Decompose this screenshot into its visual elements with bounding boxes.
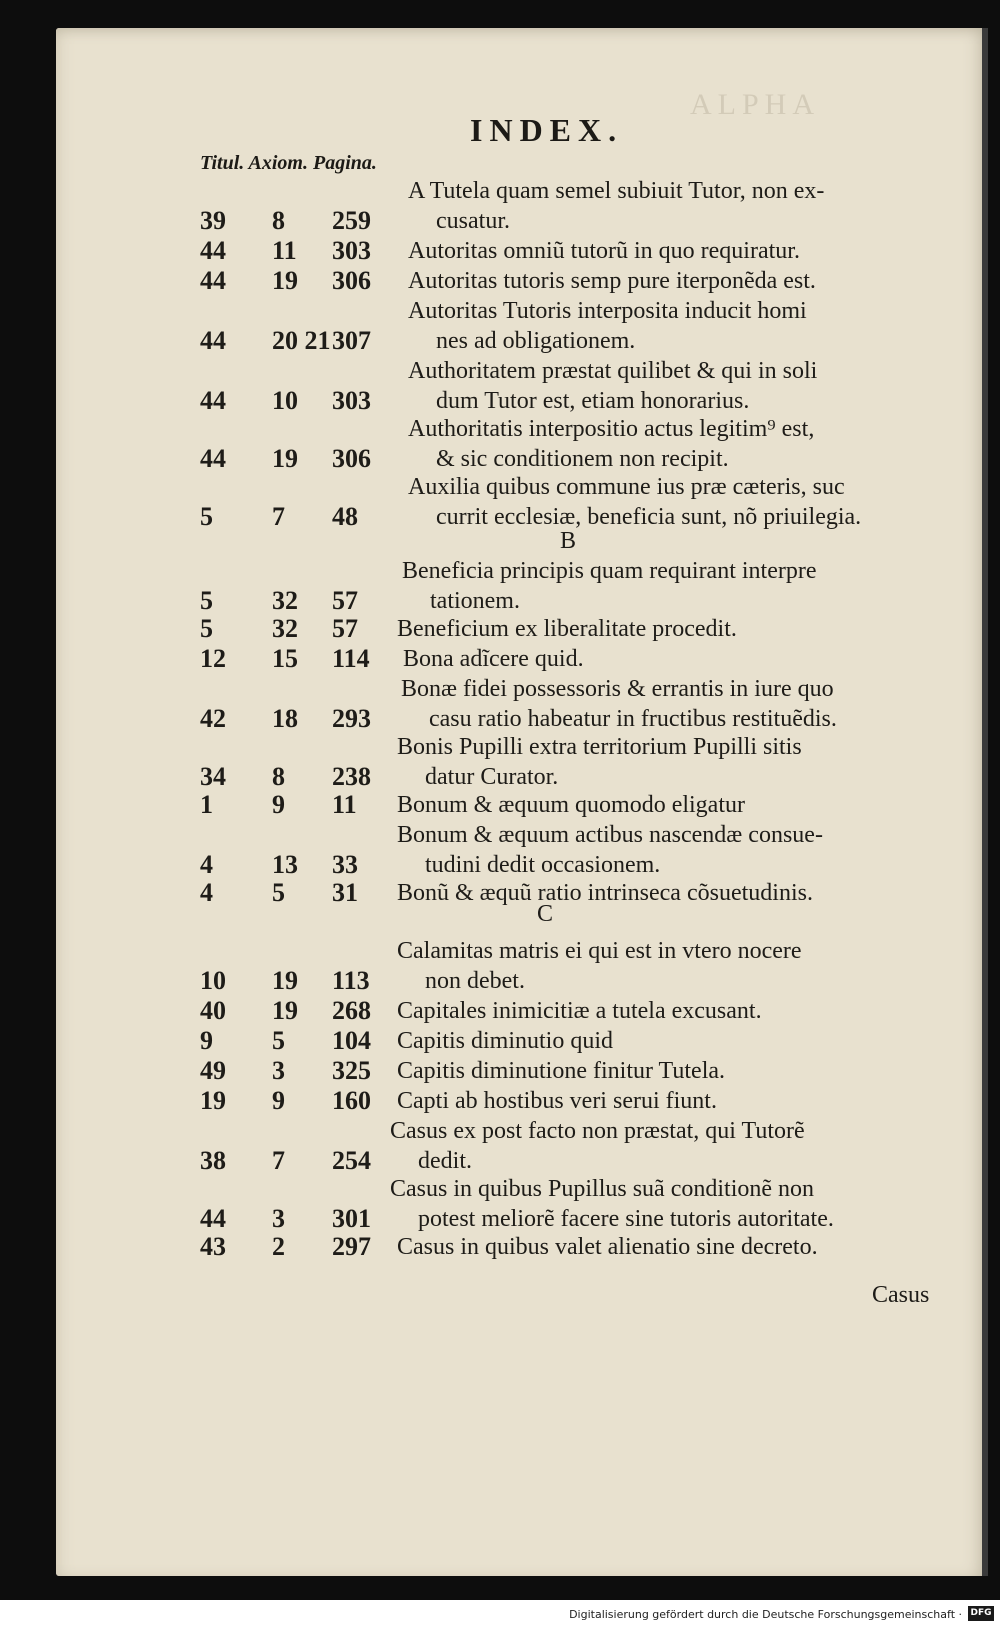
entry-titulus: 4	[200, 878, 213, 907]
catchword: Casus	[872, 1282, 930, 1308]
entry-axioma: 9	[272, 1086, 285, 1115]
entry-text-continuation: dum Tutor est, etiam honorarius.	[436, 388, 750, 414]
entry-pagina: 31	[332, 878, 358, 907]
entry-text-continuation: non debet.	[425, 968, 525, 994]
entry-pagina: 259	[332, 206, 371, 235]
entry-titulus: 12	[200, 644, 226, 673]
column-headings: Titul. Axiom. Pagina.	[200, 152, 377, 174]
entry-titulus: 42	[200, 704, 226, 733]
entry-titulus: 5	[200, 502, 213, 531]
entry-axioma: 18	[272, 704, 298, 733]
entry-titulus: 10	[200, 966, 226, 995]
entry-text-continuation: tationem.	[430, 588, 520, 614]
entry-text: Autoritas omniũ tutorũ in quo requiratur.	[408, 238, 800, 264]
section-letter-b: B	[560, 528, 577, 554]
book-spine-edge	[982, 28, 988, 1576]
entry-text: Beneficium ex liberalitate procedit.	[397, 616, 737, 642]
entry-text: Bonum & æquum quomodo eligatur	[397, 792, 745, 818]
entry-text: Capti ab hostibus veri serui fiunt.	[397, 1088, 717, 1114]
entry-text: Capitis diminutio quid	[397, 1028, 614, 1054]
entry-text: Casus in quibus valet alienatio sine decreto.	[397, 1234, 818, 1260]
entry-axioma: 15	[272, 644, 298, 673]
entry-text: Bona adĩcere quid.	[403, 646, 584, 672]
entry-pagina: 297	[332, 1232, 371, 1261]
entry-text: Bonum & æquum actibus nascendæ consue-	[397, 822, 823, 848]
entry-axioma: 19	[272, 266, 298, 295]
entry-titulus: 39	[200, 206, 226, 235]
entry-pagina: 303	[332, 386, 371, 415]
entry-titulus: 43	[200, 1232, 226, 1261]
entry-axioma: 7	[272, 502, 285, 531]
footer-credit: Digitalisierung gefördert durch die Deutsche Forschungsgemeinschaft ·	[569, 1608, 962, 1621]
entry-axioma: 19	[272, 444, 298, 473]
entry-text: A Tutela quam semel subiuit Tutor, non ex-	[408, 178, 825, 204]
entry-pagina: 114	[332, 644, 370, 673]
entry-axioma: 3	[272, 1056, 285, 1085]
entry-axioma: 3	[272, 1204, 285, 1233]
entry-titulus: 44	[200, 444, 226, 473]
entry-titulus: 44	[200, 266, 226, 295]
entry-pagina: 325	[332, 1056, 371, 1085]
bleed-through-text: ALPHA	[690, 88, 821, 121]
entry-axioma: 10	[272, 386, 298, 415]
footer-bar	[0, 1600, 1000, 1629]
entry-text-continuation: cusatur.	[436, 208, 510, 234]
entry-text: Capitis diminutione finitur Tutela.	[397, 1058, 726, 1084]
entry-titulus: 5	[200, 614, 213, 643]
entry-text: Autoritas Tutoris interposita inducit homi	[408, 298, 807, 324]
entry-titulus: 44	[200, 236, 226, 265]
entry-titulus: 38	[200, 1146, 226, 1175]
entry-pagina: 238	[332, 762, 371, 791]
entry-axioma: 5	[272, 878, 285, 907]
entry-axioma: 19	[272, 966, 298, 995]
entry-text-continuation: casu ratio habeatur in fructibus restituẽdis.	[429, 706, 837, 732]
entry-pagina: 11	[332, 790, 357, 819]
entry-axioma: 11	[272, 236, 297, 265]
entry-pagina: 293	[332, 704, 371, 733]
entry-text: Authoritatem præstat quilibet & qui in soli	[408, 358, 818, 384]
entry-pagina: 104	[332, 1026, 371, 1055]
entry-axioma: 19	[272, 996, 298, 1025]
entry-pagina: 301	[332, 1204, 371, 1233]
entry-text-continuation: currit ecclesiæ, beneficia sunt, nõ priuilegia.	[436, 504, 862, 530]
entry-text-continuation: nes ad obligationem.	[436, 328, 636, 354]
entry-pagina: 48	[332, 502, 358, 531]
section-letter-c: C	[537, 901, 554, 927]
entry-axioma: 13	[272, 850, 298, 879]
entry-titulus: 44	[200, 1204, 226, 1233]
entry-text: Bonis Pupilli extra territorium Pupilli sitis	[397, 734, 802, 760]
entry-titulus: 44	[200, 386, 226, 415]
entry-axioma: 32	[272, 586, 298, 615]
dfg-logo: DFG	[968, 1606, 994, 1621]
entry-titulus: 40	[200, 996, 226, 1025]
entry-titulus: 44	[200, 326, 226, 355]
entry-axioma: 20 21	[272, 326, 331, 355]
entry-pagina: 57	[332, 586, 358, 615]
entry-titulus: 5	[200, 586, 213, 615]
entry-text: Calamitas matris ei qui est in vtero nocere	[397, 938, 802, 964]
entry-text: Casus in quibus Pupillus suã conditionẽ non	[390, 1176, 815, 1202]
entry-titulus: 19	[200, 1086, 226, 1115]
entry-pagina: 306	[332, 266, 371, 295]
entry-pagina: 268	[332, 996, 371, 1025]
entry-pagina: 33	[332, 850, 358, 879]
entry-axioma: 32	[272, 614, 298, 643]
entry-axioma: 9	[272, 790, 285, 819]
entry-pagina: 307	[332, 326, 371, 355]
entry-text: Casus ex post facto non præstat, qui Tutorẽ	[390, 1118, 805, 1144]
entry-titulus: 9	[200, 1026, 213, 1055]
entry-titulus: 4	[200, 850, 213, 879]
entry-text-continuation: tudini dedit occasionem.	[425, 852, 661, 878]
page-title: INDEX.	[470, 112, 624, 148]
entry-pagina: 254	[332, 1146, 371, 1175]
entry-text: Capitales inimicitiæ a tutela excusant.	[397, 998, 762, 1024]
entry-text: Bonũ & æquũ ratio intrinseca cõsuetudinis.	[397, 880, 813, 906]
entry-axioma: 7	[272, 1146, 285, 1175]
entry-text-continuation: dedit.	[418, 1148, 472, 1174]
entry-pagina: 303	[332, 236, 371, 265]
entry-titulus: 34	[200, 762, 226, 791]
entry-axioma: 2	[272, 1232, 285, 1261]
entry-axioma: 8	[272, 762, 285, 791]
entry-text-continuation: datur Curator.	[425, 764, 559, 790]
entry-pagina: 306	[332, 444, 371, 473]
entry-text: Auxilia quibus commune ius præ cæteris, suc	[408, 474, 845, 500]
entry-text-continuation: & sic conditionem non recipit.	[436, 446, 729, 472]
entry-axioma: 5	[272, 1026, 285, 1055]
entry-text-continuation: potest meliorẽ facere sine tutoris autoritate.	[418, 1206, 834, 1232]
entry-titulus: 1	[200, 790, 213, 819]
entry-text: Autoritas tutoris semp pure iterponẽda est.	[408, 268, 816, 294]
entry-pagina: 57	[332, 614, 358, 643]
entry-text: Authoritatis interpositio actus legitim⁹ est,	[408, 416, 815, 442]
entry-pagina: 113	[332, 966, 370, 995]
entry-axioma: 8	[272, 206, 285, 235]
entry-titulus: 49	[200, 1056, 226, 1085]
entry-pagina: 160	[332, 1086, 371, 1115]
entry-text: Bonæ fidei possessoris & errantis in iure quo	[401, 676, 834, 702]
entry-text: Beneficia principis quam requirant interpre	[402, 558, 817, 584]
